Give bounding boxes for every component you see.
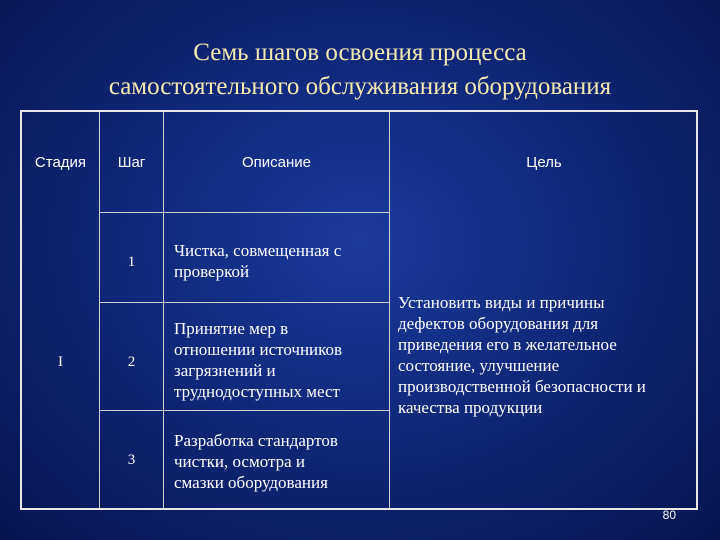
steps-table (20, 110, 698, 510)
step-number-2: 2 (127, 354, 136, 370)
row-divider-1 (99, 302, 390, 303)
step-description-1: Чистка, совмещенная с проверкой (174, 241, 342, 281)
row-divider-2 (99, 410, 390, 411)
page-number: 80 (662, 508, 676, 522)
header-stage: Стадия (34, 154, 87, 171)
step-description-2: Принятие мер в отношении источников загрязнений и труднодоступных мест (174, 319, 343, 401)
header-description: Описание (241, 154, 312, 171)
header-step: Шаг (117, 154, 146, 171)
col-divider-step (163, 112, 164, 510)
step-number-3: 3 (127, 452, 136, 468)
table-border-bottom (22, 508, 698, 510)
title-line-1: Семь шагов освоения процесса (193, 39, 527, 66)
title-line-2: самостоятельного обслуживания оборудования (108, 73, 612, 100)
header-goal: Цель (526, 154, 562, 171)
step-description-3: Разработка стандартов чистки, осмотра и смазки оборудования (174, 431, 338, 492)
slide-title (0, 36, 720, 104)
header-divider (99, 212, 390, 213)
col-divider-description (389, 112, 390, 510)
stage-value: I (58, 354, 63, 370)
step-number-1: 1 (127, 254, 136, 270)
goal-text: Установить виды и причины дефектов оборудования для приведения его в желательное состояние, улучшение производственной безопасности и качества продукции (398, 293, 646, 417)
